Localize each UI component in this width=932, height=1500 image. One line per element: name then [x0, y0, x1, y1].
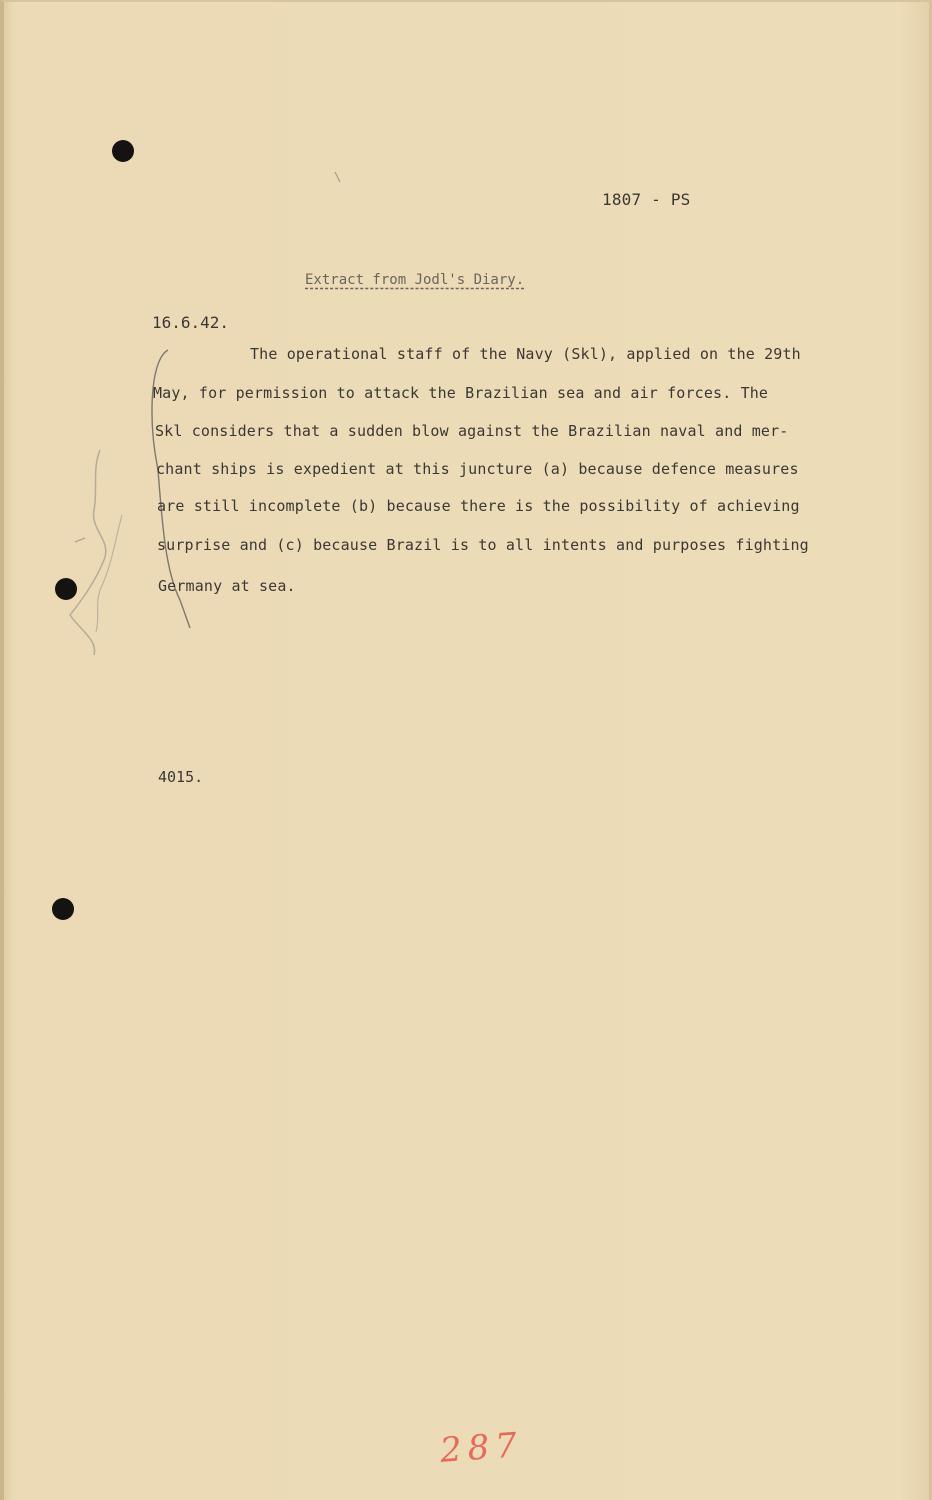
document-title: Extract from Jodl's Diary.: [305, 272, 525, 288]
handwritten-folio-number: 287: [438, 1425, 525, 1471]
body-line: surprise and (c) because Brazil is to all intents and purposes fighting: [157, 536, 809, 554]
body-line: Germany at sea.: [158, 577, 296, 595]
body-line: are still incomplete (b) because there is the possibility of achieving: [157, 497, 800, 515]
diary-date: 16.6.42.: [152, 313, 230, 332]
body-line: The operational staff of the Navy (Skl), applied on the 29th: [250, 345, 801, 363]
punch-hole-middle: [55, 578, 77, 600]
body-line: chant ships is expedient at this juncture (a) because defence measures: [156, 460, 799, 478]
document-number: 1807 - PS: [602, 190, 691, 209]
punch-hole-top: [112, 140, 134, 162]
punch-hole-bottom: [52, 898, 74, 920]
body-line: Skl considers that a sudden blow against the Brazilian naval and mer-: [155, 422, 789, 440]
footer-reference-code: 4015.: [158, 768, 204, 786]
body-line: May, for permission to attack the Brazilian sea and air forces. The: [153, 384, 769, 402]
